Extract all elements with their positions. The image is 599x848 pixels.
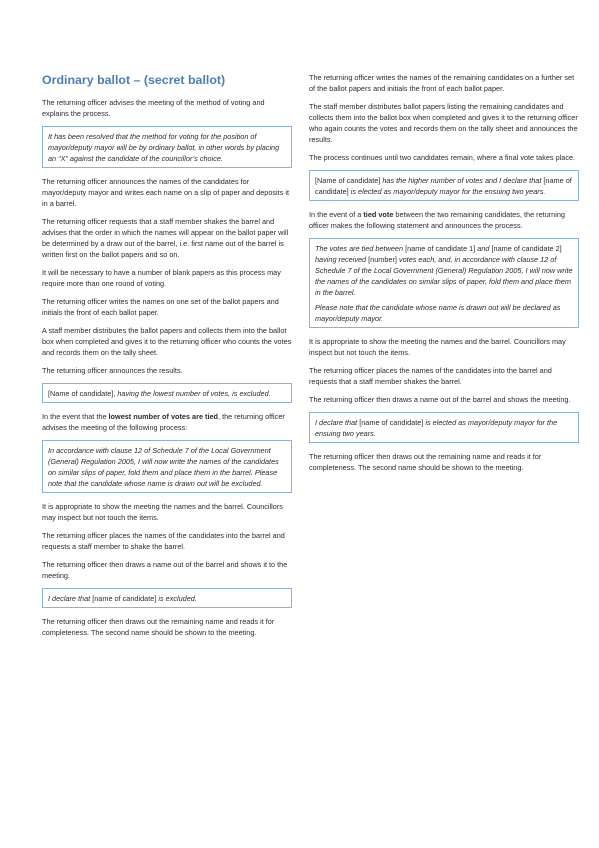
statement-fragment: is excluded. xyxy=(156,594,197,603)
text-fragment: In the event of a xyxy=(309,210,364,219)
paragraph: The returning officer then draws a name out of the barrel and shows it to the meeting. xyxy=(42,560,288,580)
statement-text xyxy=(48,593,286,604)
statement-fragment: is elected as mayor/deputy mayor for the ensuing two years. xyxy=(348,187,546,196)
paragraph: It will be necessary to have a number of blank papers as this process may require more than one round of voting. xyxy=(42,268,281,288)
paragraph: The staff member distributes ballot papers listing the remaining candidates and collects them into the ballot box when completed and gives it to the returning officer who again counts the votes and records them on the tally sheet and announces the results. xyxy=(309,102,578,144)
paragraph xyxy=(42,411,292,433)
placeholder-text: [name of candidate 2] xyxy=(491,244,562,253)
statement-box xyxy=(309,412,579,443)
paragraph: The returning officer then draws out the remaining name and reads it for completeness. The second name should be shown to the meeting. xyxy=(42,617,275,637)
statement-box xyxy=(309,170,579,201)
text-fragment: In the event that the xyxy=(42,412,109,421)
paragraph: It is appropriate to show the meeting the names and the barrel. Councillors may inspect but not touch the items. xyxy=(42,502,283,522)
statement-fragment: has the higher number of votes and I declare that xyxy=(380,176,544,185)
statement-fragment: and xyxy=(475,244,492,253)
paragraph: The returning officer then draws a name out of the barrel and shows the meeting. xyxy=(309,395,571,404)
emphasis-text: lowest number of votes are tied xyxy=(108,412,219,421)
placeholder-text: [name of candidate 1] xyxy=(405,244,476,253)
statement-box xyxy=(42,588,292,608)
statement-fragment: is elected as mayor/deputy mayor for the ensuing two years. xyxy=(315,418,558,438)
section-title: Ordinary ballot – (secret ballot) xyxy=(42,73,226,87)
placeholder-text: [number] xyxy=(368,255,397,264)
statement-box xyxy=(42,383,292,403)
placeholder-text: [name of candidate] xyxy=(359,418,424,427)
paragraph: The returning officer advises the meeting of the method of voting and explains the process. xyxy=(42,98,265,118)
placeholder-text: [name of candidate] xyxy=(92,594,157,603)
statement-text: It has been resolved that the method for voting for the position of mayor/deputy mayor will be by ordinary ballot, in other words by placing an “X” against the candidate of the councillor’s choice. xyxy=(48,132,280,163)
statement-text xyxy=(48,388,286,399)
statement-box xyxy=(42,126,292,168)
text-fragment: , the returning officer advises the meeting of the following process: xyxy=(42,412,285,432)
paragraph xyxy=(309,209,579,231)
text-fragment: between the two remaining candidates, the returning officer makes the following statement and announces the process. xyxy=(309,210,565,230)
paragraph: The returning officer announces the results. xyxy=(42,366,183,375)
paragraph: The returning officer places the names of the candidates into the barrel and requests that a staff member shakes the barrel. xyxy=(309,366,552,386)
emphasis-text: tied vote xyxy=(363,210,394,219)
paragraph: The returning officer then draws out the remaining name and reads it for completeness. The second name should be shown to the meeting. xyxy=(309,452,542,472)
statement-box xyxy=(42,440,292,493)
paragraph: The returning officer requests that a staff member shakes the barrel and advises that the order in which the names will appear on the ballot paper will be determined by a draw out of the barrel, i.e. first name out of the barrel is written first on the ballot papers and so on. xyxy=(42,217,289,259)
placeholder-text: [Name of candidate], xyxy=(48,389,116,398)
paragraph: A staff member distributes the ballot papers and collects them into the ballot box when completed and gives it to the returning officer who counts the votes and records them on the tally sheet. xyxy=(42,326,292,357)
statement-text xyxy=(315,175,573,197)
statement-fragment: having received xyxy=(315,255,369,264)
statement-fragment: I declare that xyxy=(48,594,93,603)
left-column xyxy=(42,72,292,645)
statement-box xyxy=(309,238,579,328)
paragraph: The returning officer announces the names of the candidates for mayor/deputy mayor and writes each name on a slip of paper and deposits it in a barrel. xyxy=(42,177,290,208)
statement-text xyxy=(315,417,573,439)
paragraph: It is appropriate to show the meeting the names and the barrel. Councillors may inspect but not touch the items. xyxy=(309,337,566,357)
paragraph: The returning officer writes the names on one set of the ballot papers and initials the front of each ballot paper. xyxy=(42,297,279,317)
paragraph: The process continues until two candidates remain, where a final vote takes place. xyxy=(309,153,576,162)
statement-text: In accordance with clause 12 of Schedule 7 of the Local Government (General) Regulation 2005, I will now write the names of the candidates on similar slips of paper, fold them and place them in the barrel. Please note that the candidate whose name is drawn out will be excluded. xyxy=(48,446,279,488)
paragraph: The returning officer writes the names of the remaining candidates on a further set of the ballot papers and initials the front of each ballot paper. xyxy=(309,73,575,93)
placeholder-text: [name of candidate] xyxy=(315,176,572,196)
statement-text: Please note that the candidate whose name is drawn out will be declared as mayor/deputy mayor. xyxy=(315,303,561,323)
placeholder-text: [Name of candidate] xyxy=(315,176,381,185)
statement-fragment: The votes are tied between xyxy=(315,244,406,253)
statement-fragment: having the lowest number of votes, is excluded. xyxy=(115,389,271,398)
right-column xyxy=(309,72,579,480)
paragraph: The returning officer places the names of the candidates into the barrel and requests a staff member to shake the barrel. xyxy=(42,531,285,551)
statement-text xyxy=(315,243,573,298)
statement-fragment: votes each, and, in accordance with clause 12 of Schedule 7 of the Local Government (General) Regulation 2005, I will now write the names of the candidates on similar slips of paper, fold them and place them in the barrel. xyxy=(315,255,573,297)
statement-fragment: I declare that xyxy=(315,418,360,427)
